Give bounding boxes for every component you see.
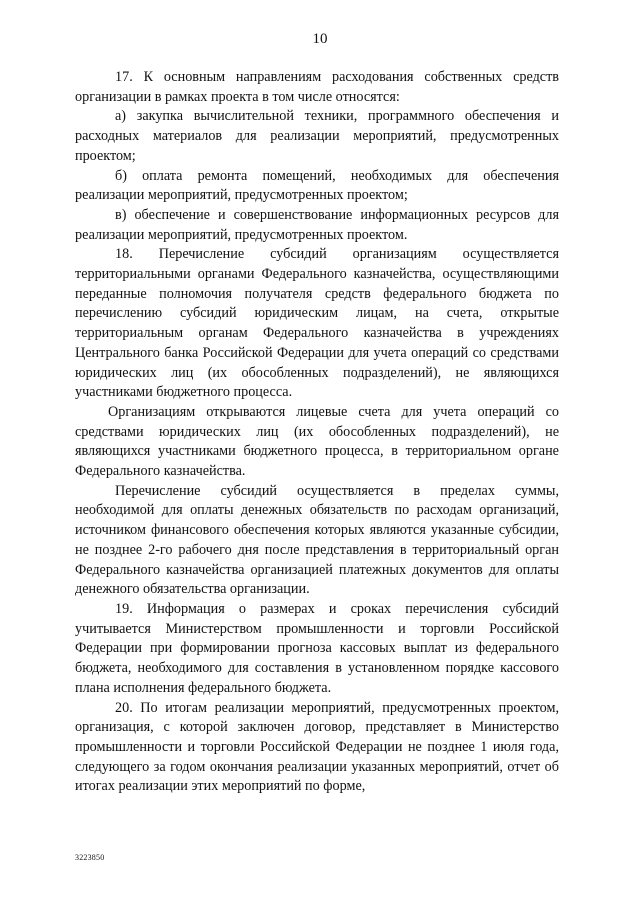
paragraph-transfer: Перечисление субсидий осуществляется в пределах суммы, необходимой для оплаты денежных обязательств по расходам организаций, источником финансового обеспечения которых являются указанные субсидии, не позднее 2-го рабочего дня после представления в территориальный орган Федерального казначейства организацией платежных документов для оплаты денежного обязательства организации. xyxy=(75,482,559,598)
list-item-a: а) закупка вычислительной техники, программного обеспечения и расходных материалов для реализации мероприятий, предусмотренных проектом; xyxy=(75,108,559,164)
paragraph-19: 19. Информация о размерах и сроках перечисления субсидий учитывается Министерством промышленности и торговли Российской Федерации при формировании прогноза кассовых выплат из федерального бюджета, необходимого для составления в установленном порядке кассового плана исполнения федерального бюджета. xyxy=(75,600,559,696)
paragraph-20: 20. По итогам реализации мероприятий, предусмотренных проектом, организация, с которой заключен договор, представляет в Министерство промышленности и торговли Российской Федерации не позднее 1 июля года, следующего за годом окончания реализации указанных мероприятий, отчет об итогах реализации этих мероприятий по форме, xyxy=(75,699,559,795)
paragraph-accounts: Организациям открываются лицевые счета для учета операций со средствами юридических лиц (их обособленных подразделений), не являющихся участниками бюджетного процесса, в территориальном органе Федерального казначейства. xyxy=(75,403,559,480)
document-code: 3223850 xyxy=(75,853,105,862)
paragraph-18: 18. Перечисление субсидий организациям осуществляется территориальными органами Федерального казначейства, осуществляющими переданные полномочия получателя средств федерального бюджета по перечислению субсидий юридическим лицам, на счета, открытые территориальным органам Федерального казначейства в учреждениях Центрального банка Российской Федерации для учета операций со средствами юридических лиц (их обособленных подразделений), не являющихся участниками бюджетного процесса. xyxy=(75,246,559,401)
list-item-b: б) оплата ремонта помещений, необходимых для обеспечения реализации мероприятий, предусмотренных проектом; xyxy=(75,167,559,204)
list-item-c: в) обеспечение и совершенствование информационных ресурсов для реализации мероприятий, предусмотренных проектом. xyxy=(75,206,559,243)
paragraph-17: 17. К основным направлениям расходования собственных средств организации в рамках проекта в том числе относятся: xyxy=(75,69,559,105)
page-number: 10 xyxy=(312,31,328,47)
document-body xyxy=(75,68,559,797)
